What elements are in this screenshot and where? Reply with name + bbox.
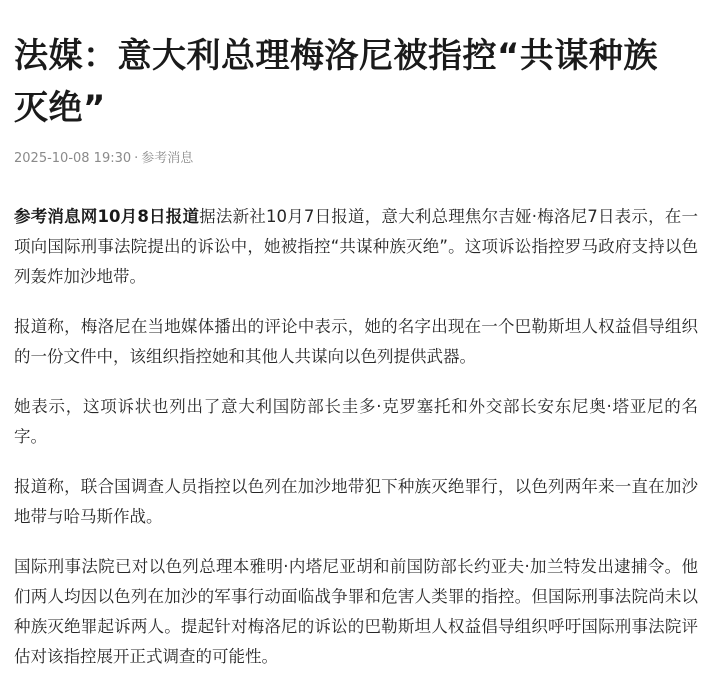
article-paragraph-2: [14, 312, 698, 372]
article-paragraph-3: [14, 392, 698, 452]
publish-date: 2025-10-08 19:30: [14, 151, 132, 166]
article-title: 法媒：意大利总理梅洛尼被指控“共谋种族灭绝”: [14, 36, 658, 128]
source-name: 参考消息: [141, 151, 194, 166]
paragraph-text: 报道称，联合国调查人员指控以色列在加沙地带犯下种族灭绝罪行，以色列两年来一直在加沙地带与哈马斯作战。: [14, 477, 698, 526]
lead-dateline: 参考消息网10月8日报道: [14, 207, 200, 226]
paragraph-text: 据法新社10月7日报道，意大利总理焦尔吉娅·梅洛尼7日表示，在一项向国际刑事法院提出的诉讼中，她被指控“共谋种族灭绝”。这项诉讼指控罗马政府支持以色列轰炸加沙地带。: [14, 207, 698, 286]
paragraph-text: 她表示，这项诉状也列出了意大利国防部长圭多·克罗塞托和外交部长安东尼奥·塔亚尼的名字。: [14, 397, 698, 446]
paragraph-text: 国际刑事法院已对以色列总理本雅明·内塔尼亚胡和前国防部长约亚夫·加兰特发出逮捕令。他们两人均因以色列在加沙的军事行动面临战争罪和危害人类罪的指控。但国际刑事法院尚未以种族灭绝罪起诉两人。提起针对梅洛尼的诉讼的巴勒斯坦人权益倡导组织呼吁国际刑事法院评估对该指控展开正式调查的可能性。: [14, 557, 698, 666]
meta-separator: ·: [134, 151, 139, 166]
article-paragraph-4: [14, 472, 698, 532]
paragraph-text: 报道称，梅洛尼在当地媒体播出的评论中表示，她的名字出现在一个巴勒斯坦人权益倡导组织的一份文件中，该组织指控她和其他人共谋向以色列提供武器。: [14, 317, 698, 366]
article-paragraph-1: [14, 202, 698, 292]
article-paragraph-5: [14, 552, 698, 672]
article-meta: [14, 150, 701, 168]
